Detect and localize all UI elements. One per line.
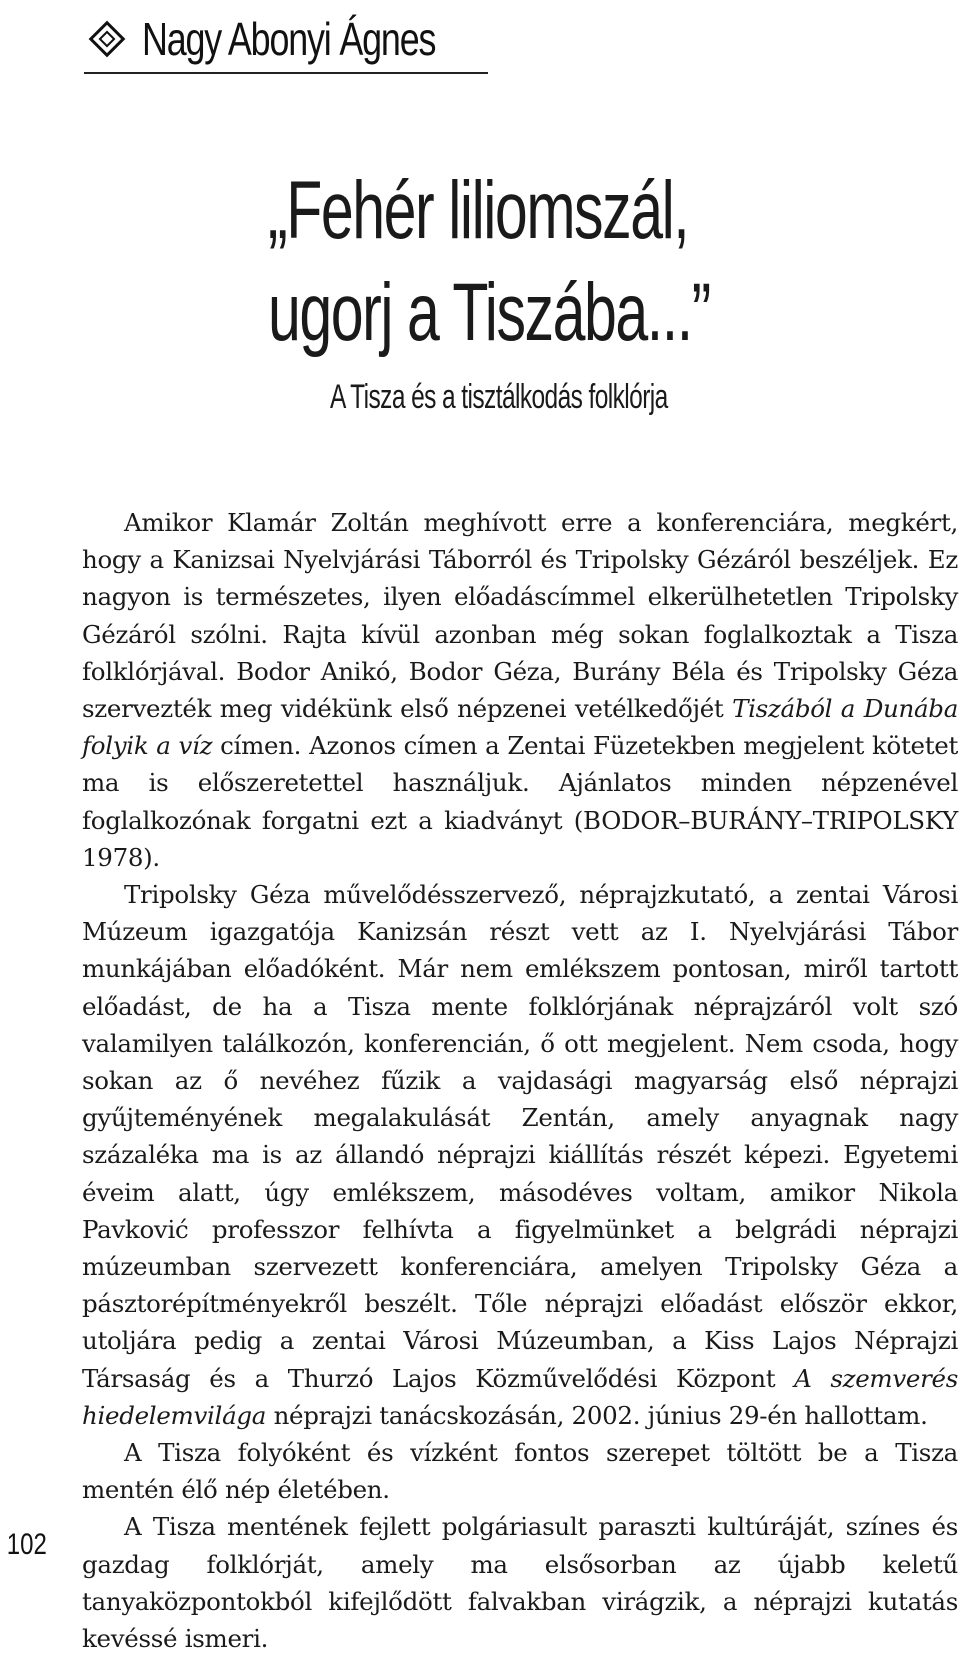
author-name: Nagy Abonyi Ágnes [142,13,436,65]
paragraph-2-italic-title: A szemverés hiedelemvilága [82,1363,958,1430]
article-title [268,160,710,364]
article-body [82,504,958,1657]
diamond-icon [89,21,126,58]
article-subtitle: A Tisza és a tisztálkodás folklórja [330,378,668,416]
paragraph-2-text-b: néprajzi tanácskozásán, 2002. június 29-én hallottam. [266,1400,928,1430]
paragraph-2-text-a: Tripolsky Géza művelődésszervező, néprajzkutató, a zentai Városi Múzeum igazgatója Kanizsán részt vett az I. Nyelvjárási Tábor munkájában előadóként. Már nem emlékszem pontosan, miről tartott előadást, de ha a Tisza mente folklórjának néprajzáról volt szó valamilyen találkozón, konferencián, ő ott megjelent. Nem csoda, hogy sokan az ő nevéhez fűzik a vajdasági magyarság első néprajzi gyűjteményének megalakulását Zentán, amely anyagnak nagy százaléka ma is az állandó néprajzi kiállítás részét képezi. Egyetemi éveim alatt, úgy emlékszem, másodéves voltam, amikor Nikola Pavković professzor felhívta a figyelmünket a belgrádi néprajzi múzeumban szervezett konferenciára, amelyen Tripolsky Géza a pásztorépítményekről beszélt. Tőle néprajzi előadást először ekkor, utoljára pedig a zentai Városi Múzeumban, a Kiss Lajos Néprajzi Társaság és a Thurzó Lajos Közművelődési Központ [82,880,958,1393]
paragraph-1-text-a: Amikor Klamár Zoltán meghívott erre a konferenciára, megkért, hogy a Kanizsai Nyelvjárási Táborról és Tripolsky Gézáról beszéljek. Ez nagyon is természetes, ilyen előadáscímmel elkerülhetetlen Tripolsky Gézáról szólni. Rajta kívül azonban még sokan foglalkoztak a Tisza folklórjával. Bodor Anikó, Bodor Géza, Burány Béla és Tripolsky Géza szervezték meg vidékünk első népzenei vetélkedőjét [82,508,958,724]
author-header [84,6,488,74]
paragraph-4: A Tisza mentének fejlett polgáriasult paraszti kultúráját, színes és gazdag folklórját, amely ma elsősorban az újabb keletű tanyaközpontokból kifejlődött falvakban virágzik, a néprajzi kutatás kevéssé ismeri. [82,1512,958,1654]
title-line-1: „Fehér liliomszál, [268,165,689,256]
paragraph-3: A Tisza folyóként és vízként fontos szerepet töltött be a Tisza mentén élő nép életében. [82,1438,958,1505]
paragraph-1-italic-title: Tiszából a Dunába folyik a víz [82,694,958,761]
page-number: 102 [6,1528,47,1561]
title-line-2: ugorj a Tiszába...” [268,267,710,358]
paragraph-2 [82,876,958,1434]
paragraph-1-text-b: címen. Azonos címen a Zentai Füzetekben megjelent kötetet ma is előszeretettel használjuk. Ajánlatos minden népzenével foglalkozónak forgatni ezt a kiadványt (BODOR–BURÁNY–TRIPOLSKY 1978). [82,731,959,872]
paragraph-1 [82,504,958,876]
